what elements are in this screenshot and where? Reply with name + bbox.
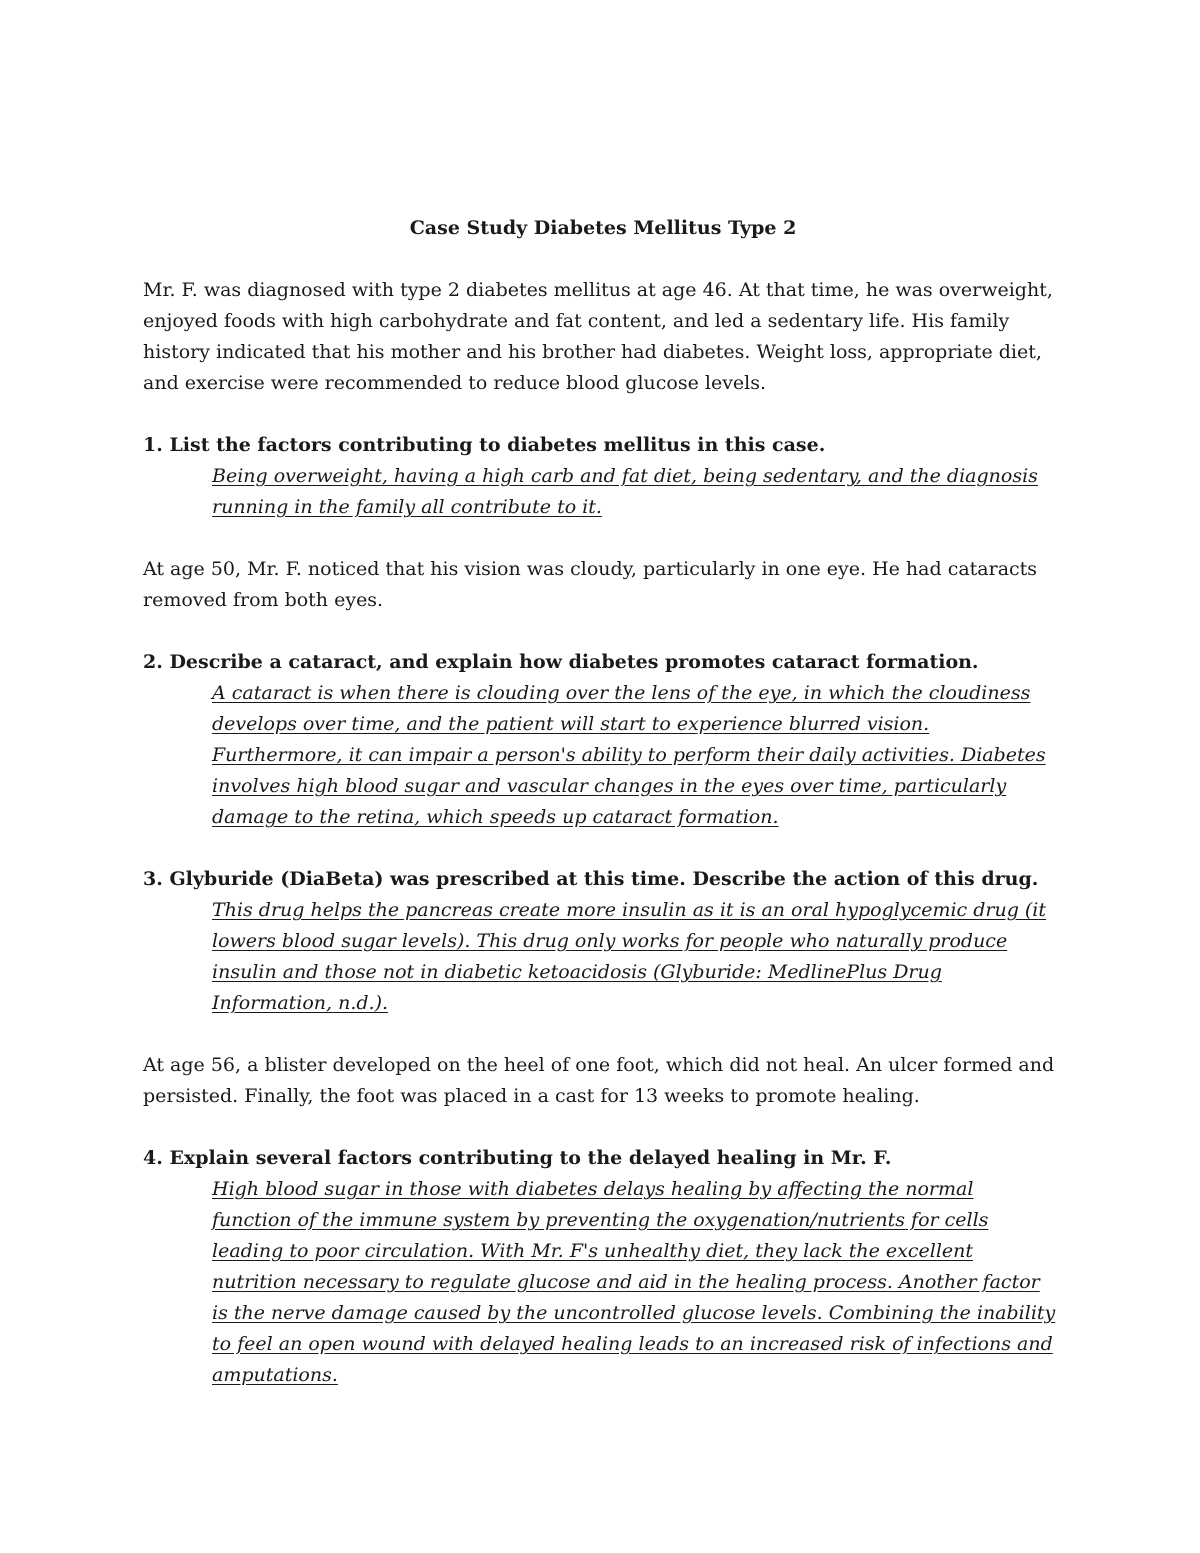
answer-2: A cataract is when there is clouding over the lens of the eye, in which the cloudiness develops over time, and the patient will start to experience blurred vision. Furthermore, it can impair a person's ability to perform their daily activities. Diabetes involves high blood sugar and vascular changes in the eyes over time, particularly damage to the retina, which speeds up cataract formation.: [212, 682, 1046, 828]
question-4: 4. Explain several factors contributing to the delayed healing in Mr. F.: [143, 1147, 892, 1169]
question-3: 3. Glyburide (DiaBeta) was prescribed at this time. Describe the action of this drug.: [143, 868, 1039, 890]
question-2: 2. Describe a cataract, and explain how diabetes promotes cataract formation.: [143, 651, 979, 673]
answer-4: High blood sugar in those with diabetes delays healing by affecting the normal function of the immune system by preventing the oxygenation/nutrients for cells leading to poor circulation. With Mr. F's unhealthy diet, they lack the excellent nutrition necessary to regulate glucose and aid in the healing process. Another factor is the nerve damage caused by the uncontrolled glucose levels. Combining the inability to feel an open wound with delayed healing leads to an increased risk of infections and amputations.: [212, 1178, 1056, 1386]
blister-paragraph: At age 56, a blister developed on the heel of one foot, which did not heal. An ulcer formed and persisted. Finally, the foot was placed in a cast for 13 weeks to promote healing.: [143, 1054, 1055, 1107]
answer-1: Being overweight, having a high carb and fat diet, being sedentary, and the diagnosis running in the family all contribute to it.: [212, 465, 1038, 518]
intro-paragraph: Mr. F. was diagnosed with type 2 diabetes mellitus at age 46. At that time, he was overweight, enjoyed foods with high carbohydrate and fat content, and led a sedentary life. His family history indicated that his mother and his brother had diabetes. Weight loss, appropriate diet, and exercise were recommended to reduce blood glucose levels.: [143, 279, 1053, 394]
vision-paragraph: At age 50, Mr. F. noticed that his vision was cloudy, particularly in one eye. He had cataracts removed from both eyes.: [143, 558, 1038, 611]
answer-3: This drug helps the pancreas create more insulin as it is an oral hypoglycemic drug (it lowers blood sugar levels). This drug only works for people who naturally produce insulin and those not in diabetic ketoacidosis (Glyburide: MedlinePlus Drug Information, n.d.).: [212, 899, 1047, 1014]
document-title: Case Study Diabetes Mellitus Type 2: [409, 217, 797, 239]
document-page: [143, 213, 1063, 1391]
question-1: 1. List the factors contributing to diabetes mellitus in this case.: [143, 434, 826, 456]
